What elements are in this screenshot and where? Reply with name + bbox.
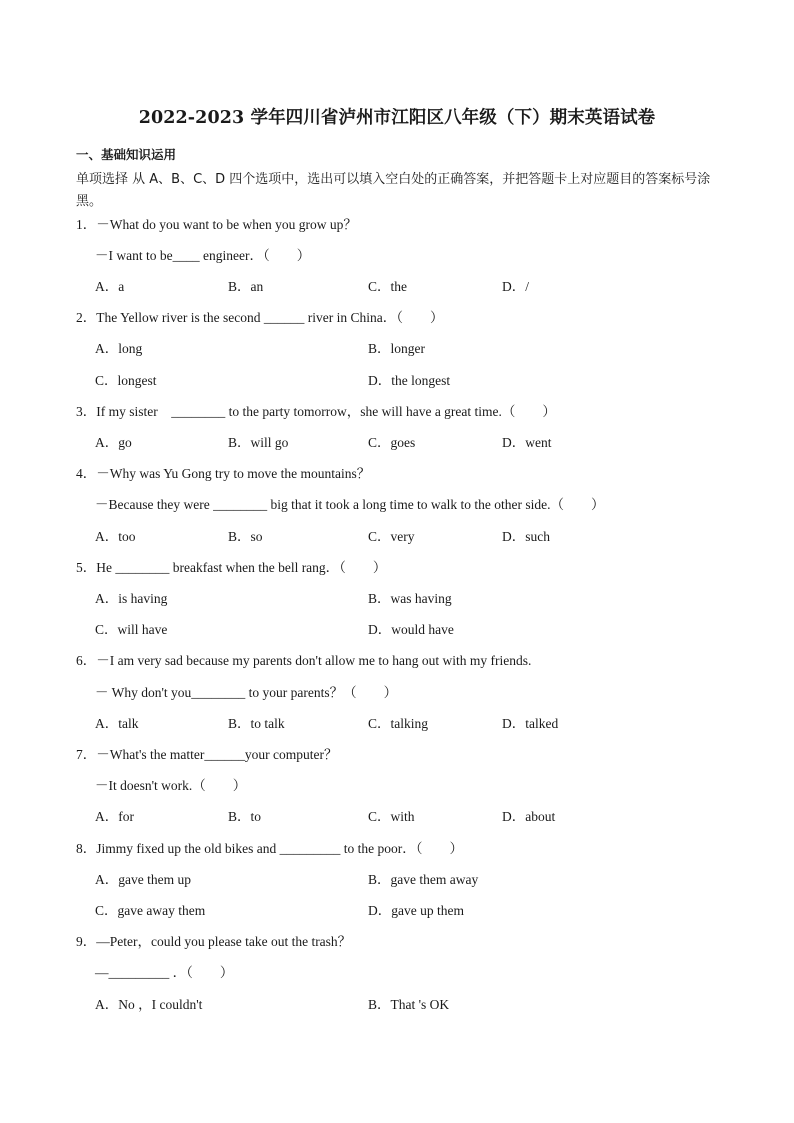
question-6-option-d: D．talked [502,716,559,731]
question-4-sub: －Because they were ________ big that it took a long time to walk to the other side.（ ） [95,497,605,512]
question-1-sub: －I want to be____ engineer．（ ） [95,248,311,263]
question-7-sub: －It doesn't work.（ ） [95,778,247,793]
question-1-option-c: C．the [368,279,407,294]
question-1-stem: 1．－What do you want to be when you grow up？ [76,217,357,232]
question-5-option-b: B．was having [368,591,452,606]
question-9-option-b: B．That 's OK [368,997,450,1012]
question-5-option-c: C．will have [95,622,168,637]
question-6-sub: － Why don't you________ to your parents？（ ） [95,685,398,700]
question-1-option-a: A．a [95,279,125,294]
question-4-option-c: C．very [368,529,415,544]
question-3-stem: 3．If my sister ________ to the party tomorrow，she will have a great time.（ ） [76,404,556,419]
question-7-stem: 7．－What's the matter______your computer？ [76,747,338,762]
section-heading: 一、基础知识运用 [76,147,177,162]
question-7-option-b: B．to [228,809,262,824]
question-6-stem: 6．－I am very sad because my parents don't allow me to hang out with my friends. [76,653,532,668]
question-4-option-a: A．too [95,529,136,544]
question-4-option-d: D．such [502,529,550,544]
question-4-stem: 4．－Why was Yu Gong try to move the mountains？ [76,466,371,481]
question-5-option-d: D．would have [368,622,454,637]
question-3-option-d: D．went [502,435,552,450]
question-3-option-b: B．will go [228,435,289,450]
question-8-option-d: D．gave up them [368,903,464,918]
question-2-option-d: D．the longest [368,373,451,388]
question-4-option-b: B．so [228,529,263,544]
page-title: 2022-2023 学年四川省泸州市江阳区八年级（下）期末英语试卷 [138,108,656,128]
question-9-stem: 9．—Peter，could you please take out the trash？ [76,934,352,949]
question-6-option-b: B．to talk [228,716,285,731]
question-8-option-c: C．gave away them [95,903,206,918]
question-2-option-a: A．long [95,341,143,356]
question-5-option-a: A．is having [95,591,168,606]
question-6-option-c: C．talking [368,716,428,731]
question-9-option-a: A．No ，I couldn't [95,997,203,1012]
question-2-option-c: C．longest [95,373,157,388]
question-9-sub: —_________ ．（ ） [95,965,234,980]
question-7-option-d: D．about [502,809,556,824]
question-2-option-b: B．longer [368,341,425,356]
question-8-stem: 8．Jimmy fixed up the old bikes and _________ to the poor．（ ） [76,841,463,856]
question-5-stem: 5．He ________ breakfast when the bell rang．（ ） [76,560,387,575]
question-6-option-a: A．talk [95,716,139,731]
question-2-stem: 2．The Yellow river is the second ______ river in China．（ ） [76,310,444,325]
question-3-option-c: C．goes [368,435,416,450]
question-1-option-b: B．an [228,279,264,294]
instruction-text: 单项选择 从 A、B、C、D 四个选项中，选出可以填入空白处的正确答案，并把答题卡上对应题目的答案标号涂黑。 [76,172,711,209]
question-7-option-a: A．for [95,809,134,824]
question-7-option-c: C．with [368,809,415,824]
question-8-option-b: B．gave them away [368,872,479,887]
question-8-option-a: A．gave them up [95,872,191,887]
question-1-option-d: D．/ [502,279,529,294]
question-3-option-a: A．go [95,435,132,450]
